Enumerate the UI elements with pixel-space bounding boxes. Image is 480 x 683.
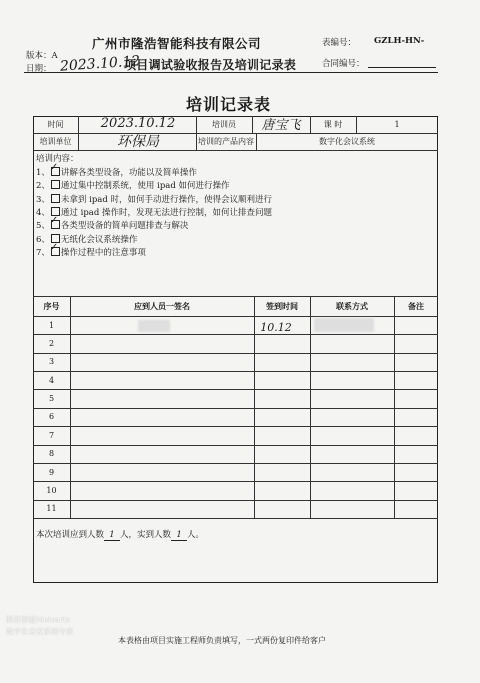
date-label: 日期： (26, 64, 52, 74)
row-divider (33, 353, 438, 354)
product-value: 数字化会议系统 (319, 137, 375, 146)
class-hours-value: 1 (394, 120, 400, 129)
row-divider (33, 408, 438, 409)
attendance-summary (36, 528, 204, 541)
row-number: 8 (48, 449, 55, 459)
summary-prefix: 本次培训应到人数 (36, 530, 105, 540)
row-divider (33, 426, 438, 427)
row-number: 11 (46, 504, 57, 514)
unit-value: 环保局 (117, 133, 159, 150)
row-divider (33, 463, 438, 464)
row-divider (33, 334, 438, 335)
row-number: 4 (48, 375, 55, 385)
unit-label: 培训单位 (39, 137, 72, 146)
row-divider (33, 445, 438, 446)
divider (70, 296, 71, 518)
summary-suffix: 人。 (187, 530, 205, 540)
divider (33, 316, 438, 317)
content-item (36, 246, 146, 258)
divider (33, 150, 438, 151)
content-item-text: 无纸化会议系统操作 (60, 234, 138, 245)
header-index: 序号 (43, 300, 60, 311)
row-number: 6 (48, 412, 55, 422)
product-label: 培训的产品内容 (198, 137, 254, 146)
company-name: 广州市隆浩智能科技有限公司 (92, 36, 262, 51)
header-rule (24, 72, 438, 73)
content-item-number: 3、 (36, 194, 50, 205)
divider (78, 116, 79, 150)
content-item-number: 1、 (36, 168, 50, 178)
trainer-label: 培训员 (212, 120, 236, 129)
content-item-number: 2、 (36, 181, 50, 192)
row-divider (33, 518, 438, 519)
checked-box-icon (51, 247, 60, 256)
watermark-line2: 数字化会议系统专家 (6, 627, 74, 636)
content-item-number: 4、 (36, 207, 50, 218)
row-number: 3 (48, 357, 55, 367)
trainer-value: 唐宝飞 (261, 118, 301, 133)
row-divider (33, 371, 438, 372)
content-item (36, 219, 188, 231)
summary-mid: 人，实到人数 (120, 530, 172, 540)
content-item-text: 通过集中控制系统，使用 ipad 如何进行操作 (60, 181, 230, 192)
redacted-contact (314, 318, 374, 332)
row-number: 2 (48, 339, 55, 349)
divider (310, 296, 311, 518)
signin-time-value: 10.12 (260, 320, 292, 334)
time-value: 2023.10.12 (100, 116, 176, 131)
watermark-line1: 隆浩智能Meloarts (6, 615, 70, 624)
content-item (36, 166, 197, 178)
content-title: 培训内容： (36, 154, 79, 164)
header-signin-time: 签到时间 (266, 300, 298, 311)
form-title: 培训记录表 (186, 95, 272, 114)
row-number: 9 (48, 467, 55, 477)
footer-note: 本表格由项目实施工程师负责填写，一式两份复印件给客户 (118, 636, 326, 645)
content-item-text: 讲解各类型设备，功能以及简单操作 (60, 168, 197, 178)
content-item-number: 6、 (36, 234, 50, 245)
checkbox-icon (51, 194, 60, 203)
row-number: 7 (48, 430, 55, 440)
version-label: 版本：A (26, 51, 58, 61)
redacted-signature (138, 320, 170, 332)
time-label: 时间 (47, 120, 64, 129)
row-divider (33, 389, 438, 390)
contract-number-label: 合同编号： (322, 59, 365, 69)
content-item-text: 通过 ipad 操作时，发现无法进行控制，如何让排查问题 (60, 207, 272, 218)
checkbox-icon (51, 180, 60, 189)
checked-box-icon (51, 220, 60, 229)
row-number: 1 (48, 320, 55, 330)
row-divider (33, 481, 438, 482)
class-hours-label: 课 时 (323, 120, 343, 129)
actual-count: 1 (171, 530, 187, 541)
expected-count: 1 (104, 530, 120, 541)
content-item-text: 操作过程中的注意事项 (60, 247, 146, 258)
divider (394, 296, 395, 518)
content-item-text: 各类型设备的简单问题排查与解决 (60, 221, 189, 232)
row-divider (33, 500, 438, 501)
divider (254, 296, 255, 518)
checked-box-icon (51, 167, 60, 176)
header-contact: 联系方式 (336, 300, 368, 311)
doc-number-label: 表编号： (322, 38, 357, 48)
header-remark: 备注 (408, 300, 424, 311)
row-number: 10 (46, 485, 57, 495)
date-handwritten: 2023.10.12 (59, 53, 141, 75)
contract-number-line (368, 67, 436, 68)
content-item-number: 5、 (36, 221, 50, 232)
report-title: 项目调试验收报告及培训记录表 (124, 58, 297, 72)
content-item (36, 179, 230, 191)
content-item-text: 未拿到 ipad 时，如何手动进行操作，使得会议顺利进行 (60, 194, 272, 205)
content-item (36, 193, 272, 205)
row-number: 5 (48, 394, 55, 404)
doc-number: GZLH-HN- (374, 36, 425, 46)
header-signature: 应到人员一签名 (134, 300, 190, 311)
content-item-number: 7、 (36, 247, 50, 258)
content-item (36, 206, 272, 218)
